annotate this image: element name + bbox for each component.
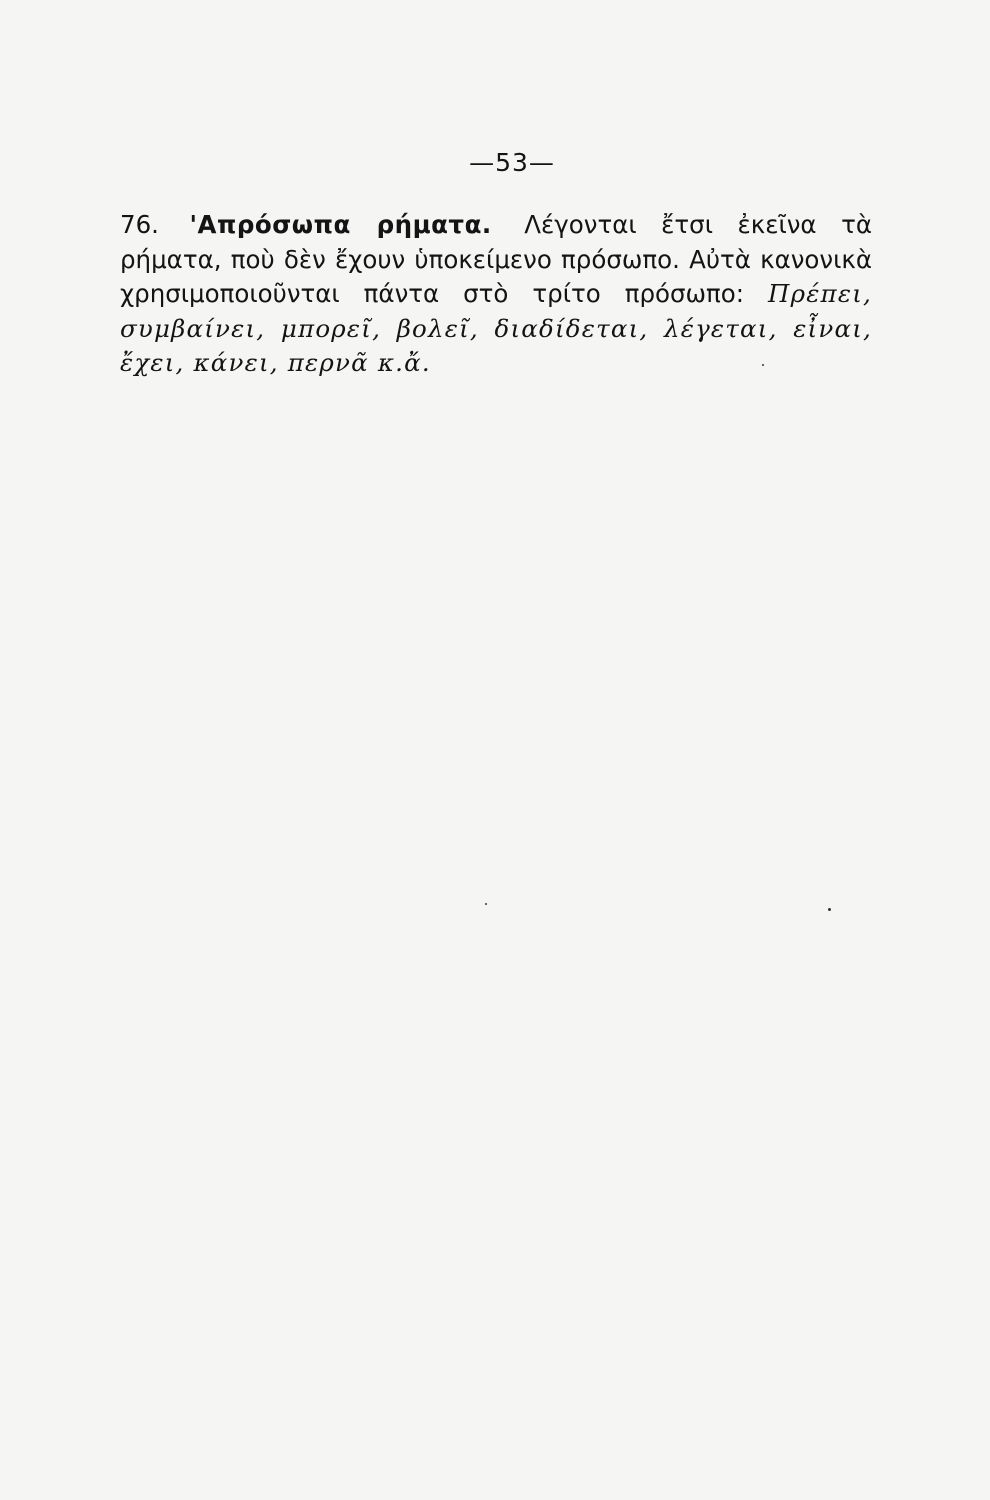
section-heading: 'Απρόσωπα ρήματα. — [189, 210, 492, 239]
verb-examples: Πρέπει, συμβαίνει, μπορεῖ, βολεῖ, διαδίδεται, λέγεται, εἶναι, ἔχει, κάνει, περνᾶ κ.ἄ. — [120, 279, 872, 377]
scan-speck — [762, 364, 764, 366]
page-number: —53— — [469, 148, 555, 177]
scan-speck — [828, 908, 831, 911]
scan-speck — [485, 903, 487, 905]
section-paragraph — [120, 208, 872, 381]
section-number: 76. — [120, 210, 159, 239]
section-body-text: Λέγονται ἔτσι ἐκεῖνα τὰ ρήματα, ποὺ δὲν ἔχουν ὑποκείμενο πρόσωπο. Αὐτὰ κανονικὰ χρησιμοποιοῦνται πάντα στὸ τρίτο πρόσωπο: — [120, 210, 873, 308]
